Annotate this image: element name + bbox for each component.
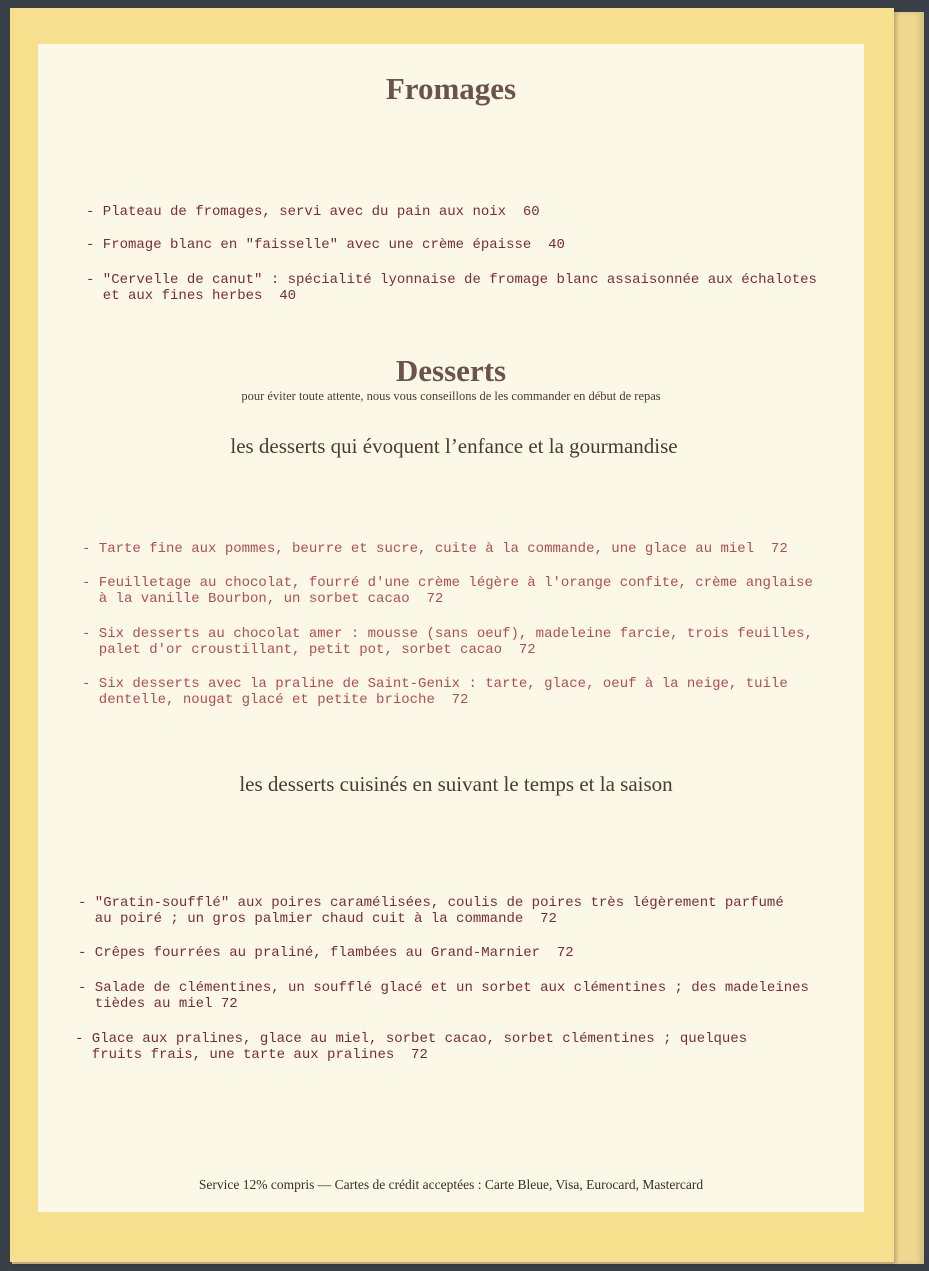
section-title-enfance: les desserts qui évoquent l’enfance et la gourmandise (230, 434, 678, 458)
fromages-item: - Plateau de fromages, servi avec du pain aux noix 60 (86, 204, 540, 220)
fromages-item: - "Cervelle de canut" : spécialité lyonnaise de fromage blanc assaisonnée aux échalotes et aux fines herbes 40 (86, 272, 817, 304)
menu-page (38, 44, 864, 1212)
footer-note: Service 12% compris — Cartes de crédit acceptées : Carte Bleue, Visa, Eurocard, Mastercard (198, 1177, 704, 1192)
dessert-item: - Tarte fine aux pommes, beurre et sucre, cuite à la commande, une glace au miel 72 (82, 541, 788, 557)
dessert-item: - Crêpes fourrées au praliné, flambées au Grand-Marnier 72 (78, 945, 574, 961)
fromages-title: Fromages (385, 71, 517, 106)
dessert-item: - Salade de clémentines, un soufflé glacé et un sorbet aux clémentines ; des madeleines tièdes au miel 72 (78, 980, 809, 1012)
dessert-item: - Six desserts avec la praline de Saint-Genix : tarte, glace, oeuf à la neige, tuile dentelle, nougat glacé et petite brioche 72 (82, 676, 788, 708)
dessert-item: - "Gratin-soufflé" aux poires caramélisées, coulis de poires très légèrement parfumé au poiré ; un gros palmier chaud cuit à la commande 72 (78, 895, 784, 927)
dessert-item: - Glace aux pralines, glace au miel, sorbet cacao, sorbet clémentines ; quelques fruits frais, une tarte aux pralines 72 (75, 1031, 748, 1063)
dessert-item: - Feuilletage au chocolat, fourré d'une crème légère à l'orange confite, crème anglaise à la vanille Bourbon, un sorbet cacao 72 (82, 575, 813, 607)
dessert-item: - Six desserts au chocolat amer : mousse (sans oeuf), madeleine farcie, trois feuilles, palet d'or croustillant, petit pot, sorbet cacao 72 (82, 626, 813, 658)
fromages-item: - Fromage blanc en "faisselle" avec une crème épaisse 40 (86, 237, 565, 253)
desserts-title: Desserts (395, 353, 507, 388)
desserts-note: pour éviter toute attente, nous vous conseillons de les commander en début de repas (241, 389, 661, 403)
section-title-saison: les desserts cuisinés en suivant le temps et la saison (239, 772, 673, 796)
